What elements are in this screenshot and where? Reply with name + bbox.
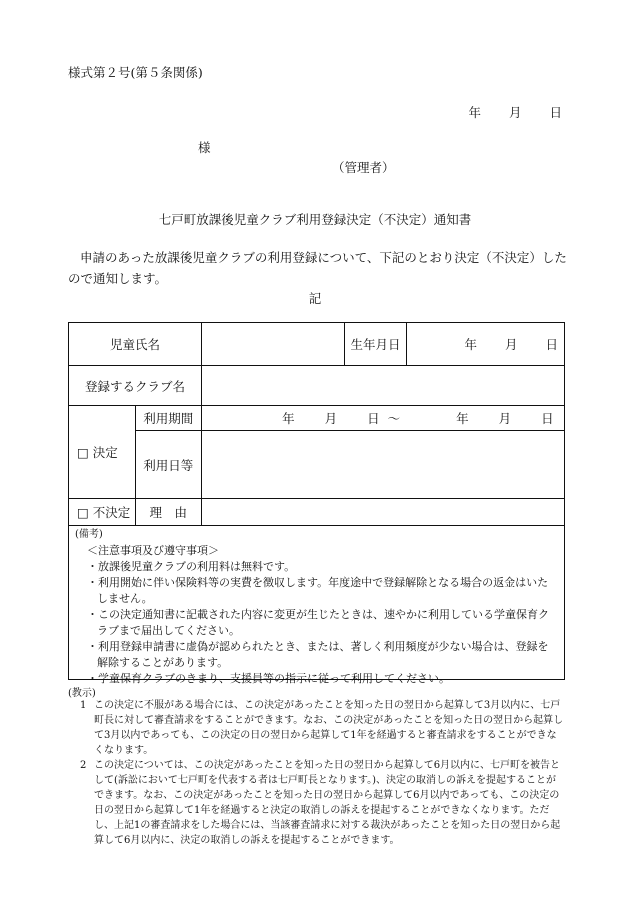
ki-label: 記 — [308, 291, 322, 306]
period-field[interactable] — [202, 406, 565, 431]
instruction-number: 2 — [80, 760, 87, 771]
birthdate-month: 月 — [504, 337, 518, 352]
reason-field[interactable] — [202, 499, 565, 526]
notes-subhead: ＜注意事項及び遵守事項＞ — [87, 544, 219, 557]
birthdate-field[interactable] — [406, 323, 564, 366]
period-start-year: 年 — [282, 411, 295, 426]
period-start-month: 月 — [324, 411, 338, 426]
period-row — [69, 406, 565, 431]
date-year: 年 — [468, 105, 481, 120]
no-decision-row — [69, 499, 565, 526]
notes-box — [68, 525, 565, 685]
list-item: ・放課後児童クラブの利用料は無料です。 — [87, 560, 296, 573]
club-field[interactable] — [202, 366, 565, 406]
list-item: ・この決定通知書に記載された内容に変更が生じたときは、速やかに利用している学童保育クラブまで届出してください。 — [87, 608, 549, 637]
recipient-suffix: 様 — [198, 140, 211, 155]
notes-head: (備考) — [75, 529, 103, 540]
child-name-field[interactable] — [202, 323, 345, 366]
document-title: 七戸町放課後児童クラブ利用登録決定（不決定）通知書 — [158, 212, 472, 227]
date-day: 日 — [549, 105, 562, 120]
days-row — [69, 431, 565, 499]
period-start-day: 日 — [367, 411, 380, 426]
no-decision-checkbox-label[interactable]: □ 不決定 — [69, 499, 136, 526]
date-month: 月 — [508, 105, 522, 120]
days-field[interactable] — [202, 431, 565, 499]
club-label: 登録するクラブ名 — [69, 366, 202, 406]
registration-table — [68, 322, 565, 526]
form-number: 様式第２号(第５条関係) — [68, 65, 203, 80]
manager-label: （管理者） — [332, 160, 395, 175]
list-item — [68, 698, 565, 758]
issue-date — [468, 103, 562, 121]
birthdate-day: 日 — [545, 337, 558, 352]
instruction-number: 1 — [80, 700, 87, 711]
list-item: ・利用登録申請書に虚偽が認められたとき、または、著しく利用頻度が少ない場合は、登録を解除することがあります。 — [87, 640, 549, 669]
period-end-day: 日 — [541, 411, 554, 426]
birthdate-year: 年 — [464, 337, 477, 352]
list-item: ・学童保育クラブのきまり、支援員等の指示に従って利用してください。 — [87, 672, 450, 685]
days-label: 利用日等 — [135, 431, 202, 499]
body-text: 申請のあった放課後児童クラブの利用登録について、下記のとおり決定（不決定）したので通知します。 — [68, 250, 567, 286]
instruction-text: この決定に不服がある場合には、この決定があったことを知った日の翌日から起算して3月以内に、七戸町長に対して審査請求をすることができます。なお、この決定があったことを知った日の翌日から起算して3月以内であっても、この決定の日の翌日から起算して1年を経過すると審査請求をすることができなくなります。 — [94, 700, 564, 756]
birthdate-label: 生年月日 — [345, 323, 407, 366]
instruction-list — [68, 698, 565, 848]
instruction-text: この決定については、この決定があったことを知った日の翌日から起算して6月以内に、七戸町を被告として(訴訟において七戸町を代表する者は七戸町長となります。)、決定の取消しの訴えを提起することができます。なお、この決定があったことを知った日の翌日から起算して6月以内であっても、この決定の日の翌日から起算して1年を経過すると決定の取消しの訴えを提起することができなくなります。ただし、上記1の審査請求をした場合には、当該審査請求に対する裁決があったことを知った日の翌日から起算して6月以内に、決定の取消しの訴えを提起することができます。 — [94, 760, 561, 846]
list-item: ・利用開始に伴い保険料等の実費を徴収します。年度途中で登録解除となる場合の返金はいたしません。 — [87, 576, 549, 605]
instruction-head: (教示) — [68, 688, 96, 699]
period-end-month: 月 — [498, 411, 512, 426]
notes-list — [75, 559, 558, 687]
period-end-year: 年 — [456, 411, 469, 426]
club-row — [69, 366, 565, 406]
period-tilde: ～ — [387, 411, 401, 426]
list-item — [68, 758, 565, 848]
child-row — [69, 323, 565, 366]
decision-checkbox-label[interactable]: □ 決定 — [69, 406, 136, 499]
reason-label: 理 由 — [135, 499, 202, 526]
period-label: 利用期間 — [135, 406, 202, 431]
child-name-label: 児童氏名 — [69, 323, 202, 366]
